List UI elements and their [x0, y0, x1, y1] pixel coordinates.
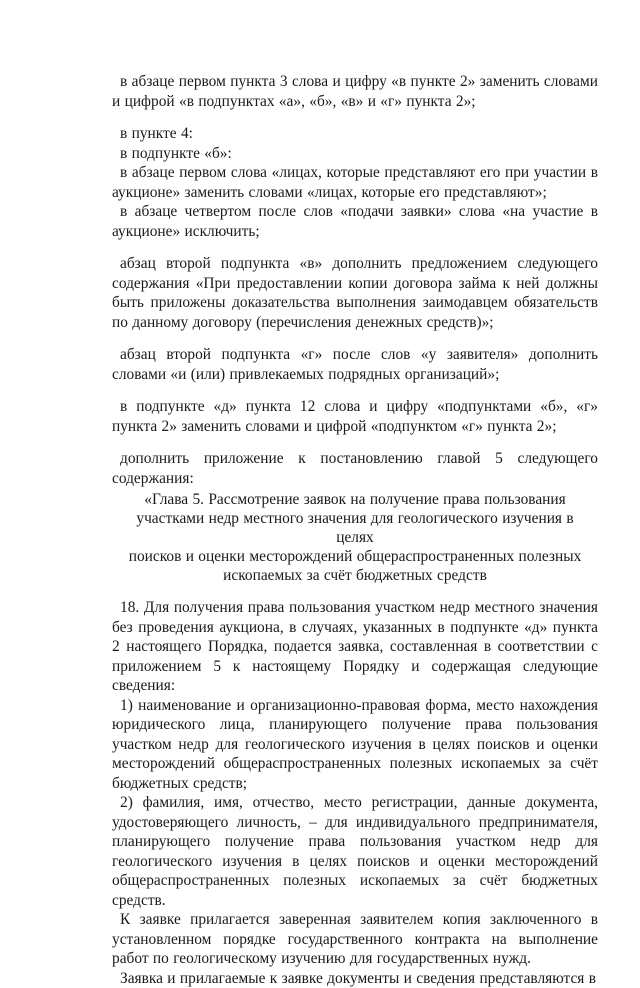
paragraph-subpoint-b: в подпункте «б»:	[112, 144, 598, 164]
paragraph-first-abzac: в абзаце первом слова «лицах, которые представляют его при участии в аукционе» заменить словами «лицах, которые его представляют»;	[112, 163, 598, 202]
heading-line: «Глава 5. Рассмотрение заявок на получение права пользования	[120, 490, 590, 509]
paragraph-point-4: в пункте 4:	[112, 124, 598, 144]
heading-line: ископаемых за счёт бюджетных средств	[120, 566, 590, 585]
heading-line: участками недр местного значения для геологического изучения в целях	[120, 509, 590, 547]
paragraph-item-2: 2) фамилия, имя, отчество, место регистрации, данные документа, удостоверяющего личность, – для индивидуального предпринимателя, планирующего получение права пользования участком недр для геологического изучения в целях поисков и оценки месторождений общераспространенных полезных ископаемых за счёт бюджетных средств.	[112, 793, 598, 910]
paragraph-item-18: 18. Для получения права пользования участком недр местного значения без проведения аукциона, в случаях, указанных в подпункте «д» пункта 2 настоящего Порядка, подается заявка, составленная в соответствии с приложением 5 к настоящему Порядку и содержащая следующие сведения:	[112, 598, 598, 696]
heading-line: поисков и оценки месторождений общераспространенных полезных	[120, 547, 590, 566]
paragraph-add-chapter-5: дополнить приложение к постановлению главой 5 следующего содержания:	[112, 449, 598, 488]
paragraph-fourth-abzac: в абзаце четвертом после слов «подачи заявки» слова «на участие в аукционе» исключить;	[112, 202, 598, 241]
paragraph-subpoint-v: абзац второй подпункта «в» дополнить предложением следующего содержания «При предоставлении копии договора займа к ней должны быть приложены доказательства выполнения заимодавцем обязательств по данному договору (перечисления денежных средств)»;	[112, 254, 598, 332]
document-body	[112, 72, 598, 988]
paragraph-subpoint-d: в подпункте «д» пункта 12 слова и цифру «подпунктами «б», «г» пункта 2» заменить словами и цифрой «подпунктом «г» пункта 2»;	[112, 397, 598, 436]
paragraph-attachment: К заявке прилагается заверенная заявителем копия заключенного в установленном порядке государственного контракта на выполнение работ по геологическому изучению для государственных нужд.	[112, 910, 598, 969]
paragraph-submission: Заявка и прилагаемые к заявке документы и сведения представляются в	[112, 969, 598, 988]
paragraph-item-1: 1) наименование и организационно-правовая форма, место нахождения юридического лица, планирующего получение права пользования участком недр для геологического изучения в целях поисков и оценки месторождений общераспространенных полезных ископаемых за счёт бюджетных средств;	[112, 696, 598, 794]
chapter-5-heading	[112, 490, 598, 585]
paragraph-amend-point-3: в абзаце первом пункта 3 слова и цифру «в пункте 2» заменить словами и цифрой «в подпунктах «а», «б», «в» и «г» пункта 2»;	[112, 72, 598, 111]
paragraph-subpoint-g: абзац второй подпункта «г» после слов «у заявителя» дополнить словами «и (или) привлекаемых подрядных организаций»;	[112, 345, 598, 384]
